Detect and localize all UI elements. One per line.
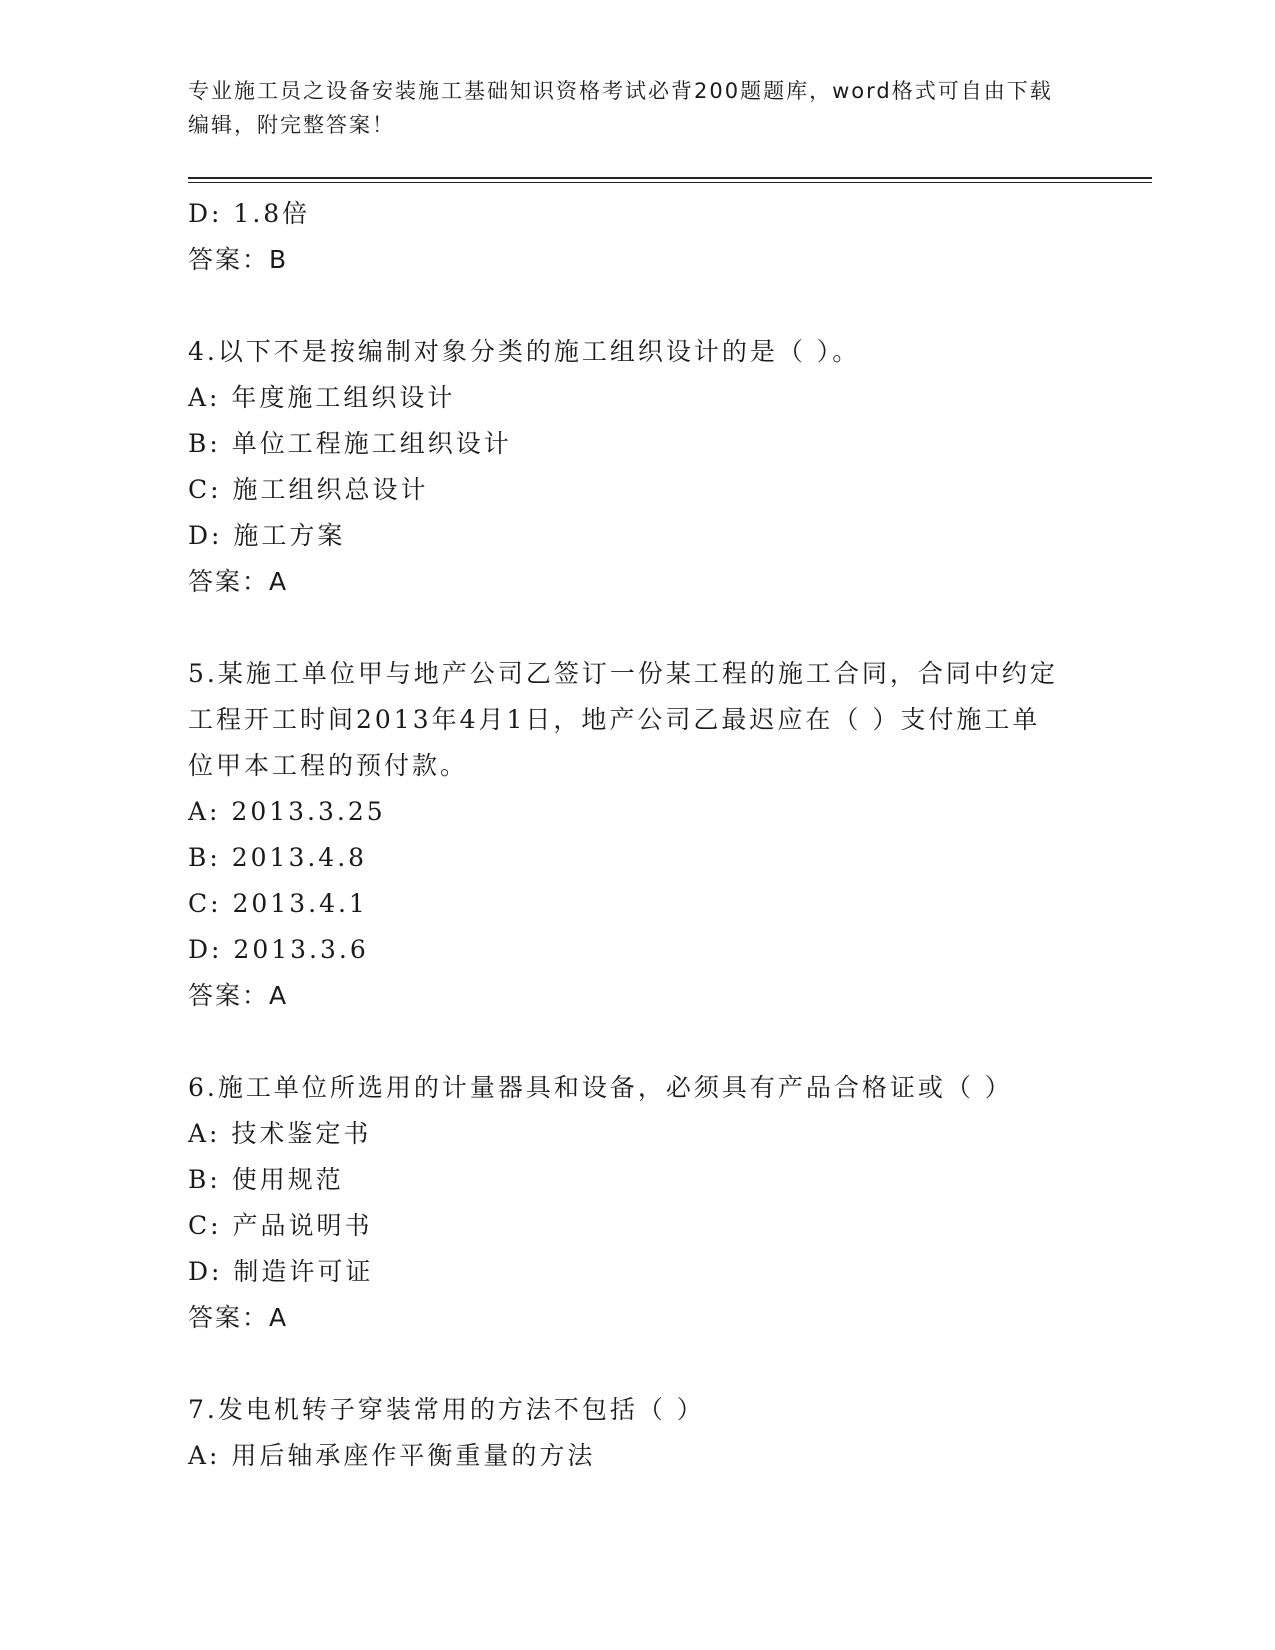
answer-line: 答案：B (188, 245, 289, 274)
question-block (188, 1065, 1068, 1341)
question-list (188, 191, 1068, 1479)
spacer (188, 283, 1068, 329)
question-block (188, 651, 1068, 1019)
option-d: D: 2013.3.6 (188, 935, 369, 964)
question-stem: 4.以下不是按编制对象分类的施工组织设计的是（ ）。 (188, 337, 861, 366)
question-stem: 7.发电机转子穿装常用的方法不包括（ ） (188, 1395, 705, 1424)
option-a: A: 年度施工组织设计 (188, 383, 456, 412)
option-d: D: 制造许可证 (188, 1257, 374, 1286)
option-c: C: 产品说明书 (188, 1211, 373, 1240)
option-d: D: 1.8倍 (188, 199, 311, 228)
option-a: A: 技术鉴定书 (188, 1119, 372, 1148)
question-stem: 6.施工单位所选用的计量器具和设备，必须具有产品合格证或（ ） (188, 1073, 1013, 1102)
header-divider-thick (188, 177, 1152, 179)
option-c: C: 2013.4.1 (188, 889, 368, 918)
question-stem: 5.某施工单位甲与地产公司乙签订一份某工程的施工合同，合同中约定工程开工时间2013年4月1日，地产公司乙最迟应在（ ）支付施工单位甲本工程的预付款。 (188, 659, 1058, 780)
option-a: A: 用后轴承座作平衡重量的方法 (188, 1441, 596, 1470)
answer-line: 答案：A (188, 567, 289, 596)
header-divider-thin (188, 182, 1152, 183)
answer-line: 答案：A (188, 981, 289, 1010)
spacer (188, 1341, 1068, 1387)
answer-line: 答案：A (188, 1303, 289, 1332)
document-header: 专业施工员之设备安装施工基础知识资格考试必背200题题库，word格式可自由下载编辑，附完整答案！ (188, 79, 1053, 137)
question-block (188, 1387, 1068, 1479)
option-c: C: 施工组织总设计 (188, 475, 429, 504)
option-b: B: 2013.4.8 (188, 843, 368, 872)
question-block (188, 329, 1068, 605)
option-a: A: 2013.3.25 (188, 797, 386, 826)
option-d: D: 施工方案 (188, 521, 346, 550)
option-b: B: 单位工程施工组织设计 (188, 429, 512, 458)
spacer (188, 1019, 1068, 1065)
option-b: B: 使用规范 (188, 1165, 344, 1194)
spacer (188, 605, 1068, 651)
